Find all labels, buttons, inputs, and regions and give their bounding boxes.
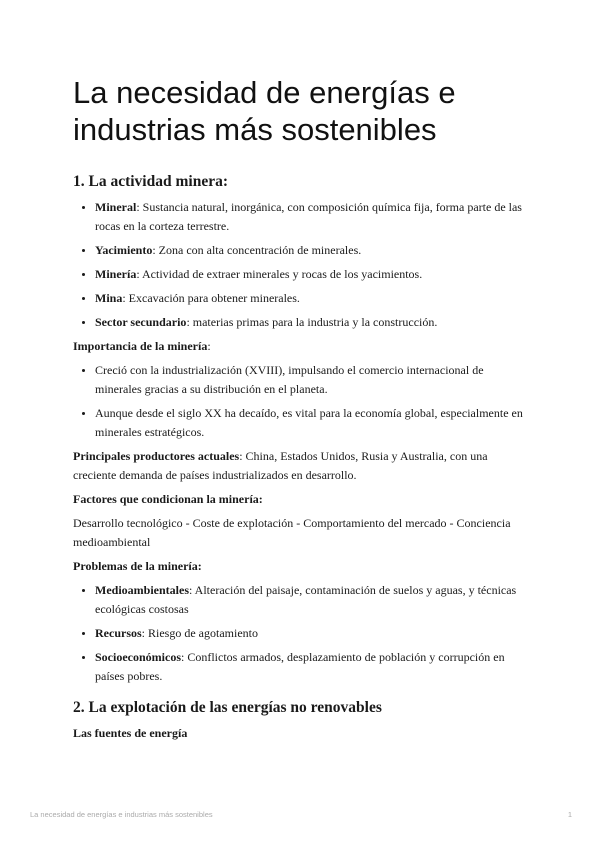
problems-heading [73,557,533,576]
document-page [73,74,533,748]
definitions-list [73,198,533,332]
problem-text: : Riesgo de agotamiento [141,626,258,640]
producers-label: Principales productores actuales [73,449,240,463]
term: Medioambientales [95,583,189,597]
page-number: 1 [567,810,572,819]
list-item [95,313,533,332]
section-2-heading: 2. La explotación de las energías no renovables [73,699,382,716]
problems-label: Problemas de la minería: [73,559,202,573]
term: Mineral [95,200,137,214]
importance-heading [73,337,533,356]
list-item [95,241,533,260]
subheading-label: Las fuentes de energía [73,726,188,740]
list-item [95,624,533,643]
list-item: • Creció con la industrialización (XVIII), impulsando el comercio internacional de minerales gracias a su distribución en el planeta. [95,361,533,399]
factors-heading [73,490,533,509]
list-item [95,648,533,686]
definition-text: : Zona con alta concentración de minerales. [152,243,362,257]
term: Minería [95,267,137,281]
definition-text: : Sustancia natural, inorgánica, con composición química fija, forma parte de las rocas en la corteza terrestre. [95,200,522,233]
page-footer [30,810,572,819]
list-item [95,198,533,236]
definition-text: : Excavación para obtener minerales. [122,291,300,305]
factors-paragraph: Desarrollo tecnológico - Coste de explotación - Comportamiento del mercado - Conciencia medioambiental [73,516,511,549]
term: Socioeconómicos [95,650,181,664]
producers-text: : China, Estados Unidos, Rusia y Australia, con una creciente demanda de países industrializados en desarrollo. [73,449,488,482]
list-item [95,581,533,619]
section-1-heading: 1. La actividad minera: [73,173,228,190]
definition-text: : Actividad de extraer minerales y rocas de los yacimientos. [136,267,423,281]
problems-list [73,581,533,686]
definition-text: : materias primas para la industria y la construcción. [186,315,438,329]
list-item: • Aunque desde el siglo XX ha decaído, es vital para la economía global, especialmente en minerales estratégicos. [95,404,533,442]
importance-label: Importancia de la minería [73,339,208,353]
term: Yacimiento [95,243,153,257]
footer-text: La necesidad de energías e industrias más sostenibles [30,810,213,819]
term: Mina [95,291,123,305]
factors-label: Factores que condicionan la minería: [73,492,263,506]
term: Sector secundario [95,315,187,329]
producers-paragraph [73,447,533,485]
list-item [95,265,533,284]
list-item [95,289,533,308]
section-2-subheading [73,724,533,743]
importance-suffix: : [207,339,211,353]
problem-text: : Conflictos armados, desplazamiento de población y corrupción en países pobres. [95,650,505,683]
problem-text: : Alteración del paisaje, contaminación de suelos y aguas, y técnicas ecológicas costosas [95,583,517,616]
page-title: La necesidad de energías e industrias más sostenibles [73,75,456,147]
importance-list [73,361,533,442]
term: Recursos [95,626,142,640]
